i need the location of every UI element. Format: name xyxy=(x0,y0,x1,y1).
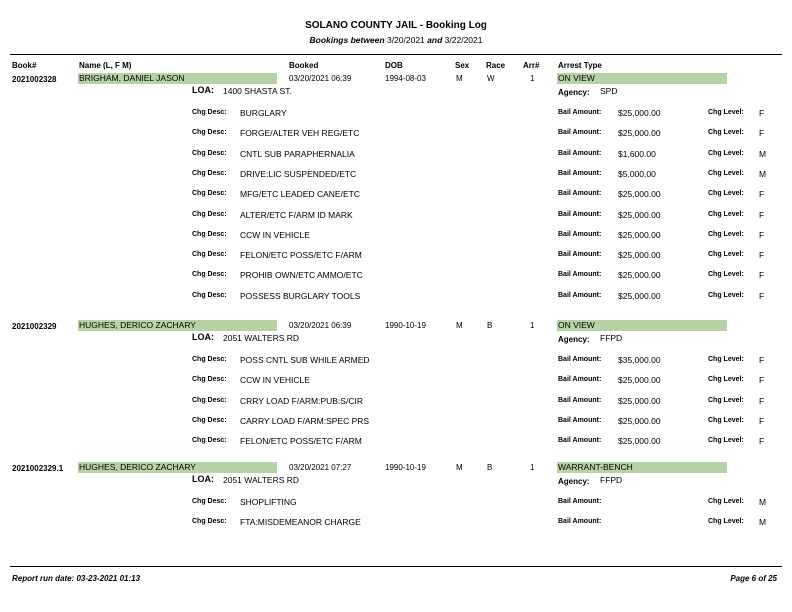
charge-level: M xyxy=(759,517,767,527)
race-value: W xyxy=(487,74,495,83)
charge-level: F xyxy=(759,355,765,365)
charge-description: POSSESS BURGLARY TOOLS xyxy=(240,291,361,301)
charge-level: M xyxy=(759,149,767,159)
date-to: 3/22/2021 xyxy=(444,35,483,45)
chg-desc-label: Chg Desc: xyxy=(192,211,227,218)
footer-rule xyxy=(10,566,782,567)
bail-amount-label: Bail Amount: xyxy=(558,129,602,136)
booked-datetime: 03/20/2021 06:39 xyxy=(289,321,352,330)
charge-level: F xyxy=(759,375,765,385)
inmate-name: HUGHES, DERICO ZACHARY xyxy=(78,320,277,331)
inmate-name: HUGHES, DERICO ZACHARY xyxy=(78,462,277,473)
bail-amount: $25,000.00 xyxy=(618,108,661,118)
charge-description: DRIVE:LIC SUSPENDED/ETC xyxy=(240,169,357,179)
charge-level: M xyxy=(759,497,767,507)
col-arr: Arr# xyxy=(523,61,540,70)
loa-label: LOA: xyxy=(192,332,214,342)
bail-amount: $25,000.00 xyxy=(618,210,661,220)
bail-amount-label: Bail Amount: xyxy=(558,437,602,444)
chg-desc-label: Chg Desc: xyxy=(192,498,227,505)
chg-desc-label: Chg Desc: xyxy=(192,129,227,136)
chg-desc-label: Chg Desc: xyxy=(192,397,227,404)
report-run-date: Report run date: 03-23-2021 01:13 xyxy=(12,574,141,583)
charge-description: FORGE/ALTER VEH REG/ETC xyxy=(240,128,360,138)
charge-description: FELON/ETC POSS/ETC F/ARM xyxy=(240,436,362,446)
charge-level: F xyxy=(759,396,765,406)
bail-amount-label: Bail Amount: xyxy=(558,417,602,424)
chg-level-label: Chg Level: xyxy=(708,190,744,197)
bail-amount-label: Bail Amount: xyxy=(558,518,602,525)
date-of-birth: 1990-10-19 xyxy=(385,321,426,330)
chg-desc-label: Chg Desc: xyxy=(192,356,227,363)
bail-amount: $25,000.00 xyxy=(618,416,661,426)
charge-level: F xyxy=(759,128,765,138)
chg-desc-label: Chg Desc: xyxy=(192,251,227,258)
agency-label: Agency: xyxy=(558,477,590,486)
date-of-birth: 1990-10-19 xyxy=(385,463,426,472)
chg-desc-label: Chg Desc: xyxy=(192,292,227,299)
charge-description: PROHIB OWN/ETC AMMO/ETC xyxy=(240,270,363,280)
col-dob: DOB xyxy=(385,61,403,70)
charge-description: FTA:MISDEMEANOR CHARGE xyxy=(240,517,361,527)
loa-label: LOA: xyxy=(192,474,214,484)
chg-desc-label: Chg Desc: xyxy=(192,170,227,177)
charge-level: F xyxy=(759,291,765,301)
booked-datetime: 03/20/2021 06:39 xyxy=(289,74,352,83)
bail-amount: $25,000.00 xyxy=(618,396,661,406)
charge-description: ALTER/ETC F/ARM ID MARK xyxy=(240,210,353,220)
bail-amount: $25,000.00 xyxy=(618,436,661,446)
charge-level: F xyxy=(759,189,765,199)
charge-description: CCW IN VEHICLE xyxy=(240,375,310,385)
chg-level-label: Chg Level: xyxy=(708,251,744,258)
charge-description: MFG/ETC LEADED CANE/ETC xyxy=(240,189,360,199)
bail-amount: $25,000.00 xyxy=(618,270,661,280)
inmate-name: BRIGHAM, DANIEL JASON xyxy=(78,73,277,84)
bail-amount-label: Bail Amount: xyxy=(558,170,602,177)
subtitle-and: and xyxy=(427,35,443,45)
chg-level-label: Chg Level: xyxy=(708,129,744,136)
chg-level-label: Chg Level: xyxy=(708,376,744,383)
bail-amount-label: Bail Amount: xyxy=(558,397,602,404)
chg-desc-label: Chg Desc: xyxy=(192,518,227,525)
sex-value: M xyxy=(456,463,463,472)
arrest-number: 1 xyxy=(530,74,535,83)
chg-level-label: Chg Level: xyxy=(708,356,744,363)
col-race: Race xyxy=(486,61,506,70)
bail-amount-label: Bail Amount: xyxy=(558,150,602,157)
header-rule xyxy=(10,54,782,55)
chg-level-label: Chg Level: xyxy=(708,211,744,218)
date-of-birth: 1994-08-03 xyxy=(385,74,426,83)
col-name: Name (L, F M) xyxy=(79,61,132,70)
charge-level: F xyxy=(759,230,765,240)
charge-level: M xyxy=(759,169,767,179)
charge-level: F xyxy=(759,436,765,446)
charge-description: POSS CNTL SUB WHILE ARMED xyxy=(240,355,370,365)
sex-value: M xyxy=(456,321,463,330)
bail-amount: $25,000.00 xyxy=(618,250,661,260)
charge-level: F xyxy=(759,416,765,426)
report-title: SOLANO COUNTY JAIL - Booking Log xyxy=(305,20,487,31)
bail-amount-label: Bail Amount: xyxy=(558,251,602,258)
charge-description: FELON/ETC POSS/ETC F/ARM xyxy=(240,250,362,260)
booked-datetime: 03/20/2021 07:27 xyxy=(289,463,352,472)
charge-description: CARRY LOAD F/ARM:SPEC PRS xyxy=(240,416,370,426)
loa-value: 2051 WALTERS RD xyxy=(223,333,300,343)
charge-description: CNTL SUB PARAPHERNALIA xyxy=(240,149,355,159)
chg-desc-label: Chg Desc: xyxy=(192,417,227,424)
bail-amount: $25,000.00 xyxy=(618,230,661,240)
agency-value: SPD xyxy=(600,86,618,96)
booking-number: 2021002329 xyxy=(12,322,57,331)
bail-amount-label: Bail Amount: xyxy=(558,271,602,278)
charge-description: CCW IN VEHICLE xyxy=(240,230,310,240)
chg-desc-label: Chg Desc: xyxy=(192,190,227,197)
bail-amount: $1,600.00 xyxy=(618,149,656,159)
arrest-number: 1 xyxy=(530,463,535,472)
bail-amount: $35,000.00 xyxy=(618,355,661,365)
charge-description: CRRY LOAD F/ARM:PUB:S/CIR xyxy=(240,396,363,406)
bail-amount-label: Bail Amount: xyxy=(558,211,602,218)
bail-amount: $25,000.00 xyxy=(618,189,661,199)
date-from: 3/20/2021 xyxy=(386,35,425,45)
chg-level-label: Chg Level: xyxy=(708,498,744,505)
bail-amount: $5,000.00 xyxy=(618,169,656,179)
col-sex: Sex xyxy=(455,61,470,70)
arrest-type: ON VIEW xyxy=(557,320,727,331)
charge-level: F xyxy=(759,250,765,260)
chg-desc-label: Chg Desc: xyxy=(192,109,227,116)
loa-label: LOA: xyxy=(192,85,214,95)
col-booked: Booked xyxy=(289,61,319,70)
chg-desc-label: Chg Desc: xyxy=(192,231,227,238)
agency-label: Agency: xyxy=(558,88,590,97)
bail-amount-label: Bail Amount: xyxy=(558,109,602,116)
col-book: Book# xyxy=(12,61,37,70)
chg-desc-label: Chg Desc: xyxy=(192,271,227,278)
bail-amount: $25,000.00 xyxy=(618,291,661,301)
bail-amount: $25,000.00 xyxy=(618,128,661,138)
booking-number: 2021002328 xyxy=(12,75,57,84)
sex-value: M xyxy=(456,74,463,83)
chg-level-label: Chg Level: xyxy=(708,437,744,444)
charge-level: F xyxy=(759,270,765,280)
page-number: Page 6 of 25 xyxy=(730,574,777,583)
booking-number: 2021002329.1 xyxy=(12,464,64,473)
charge-level: F xyxy=(759,210,765,220)
chg-desc-label: Chg Desc: xyxy=(192,376,227,383)
chg-desc-label: Chg Desc: xyxy=(192,437,227,444)
bail-amount-label: Bail Amount: xyxy=(558,231,602,238)
arrest-type: ON VIEW xyxy=(557,73,727,84)
chg-level-label: Chg Level: xyxy=(708,231,744,238)
bail-amount: $25,000.00 xyxy=(618,375,661,385)
chg-level-label: Chg Level: xyxy=(708,271,744,278)
race-value: B xyxy=(487,463,493,472)
col-arrest-type: Arrest Type xyxy=(558,61,602,70)
bail-amount-label: Bail Amount: xyxy=(558,190,602,197)
charge-description: SHOPLIFTING xyxy=(240,497,297,507)
chg-desc-label: Chg Desc: xyxy=(192,150,227,157)
bail-amount-label: Bail Amount: xyxy=(558,356,602,363)
agency-label: Agency: xyxy=(558,335,590,344)
bail-amount-label: Bail Amount: xyxy=(558,376,602,383)
chg-level-label: Chg Level: xyxy=(708,170,744,177)
chg-level-label: Chg Level: xyxy=(708,150,744,157)
report-subtitle xyxy=(0,35,792,45)
loa-value: 2051 WALTERS RD xyxy=(223,475,300,485)
chg-level-label: Chg Level: xyxy=(708,417,744,424)
bail-amount-label: Bail Amount: xyxy=(558,292,602,299)
chg-level-label: Chg Level: xyxy=(708,397,744,404)
loa-value: 1400 SHASTA ST. xyxy=(223,86,292,96)
charge-level: F xyxy=(759,108,765,118)
agency-value: FFPD xyxy=(600,333,623,343)
race-value: B xyxy=(487,321,493,330)
chg-level-label: Chg Level: xyxy=(708,109,744,116)
subtitle-prefix: Bookings between xyxy=(309,35,385,45)
chg-level-label: Chg Level: xyxy=(708,292,744,299)
charge-description: BURGLARY xyxy=(240,108,287,118)
arrest-number: 1 xyxy=(530,321,535,330)
chg-level-label: Chg Level: xyxy=(708,518,744,525)
arrest-type: WARRANT-BENCH xyxy=(557,462,727,473)
agency-value: FFPD xyxy=(600,475,623,485)
bail-amount-label: Bail Amount: xyxy=(558,498,602,505)
